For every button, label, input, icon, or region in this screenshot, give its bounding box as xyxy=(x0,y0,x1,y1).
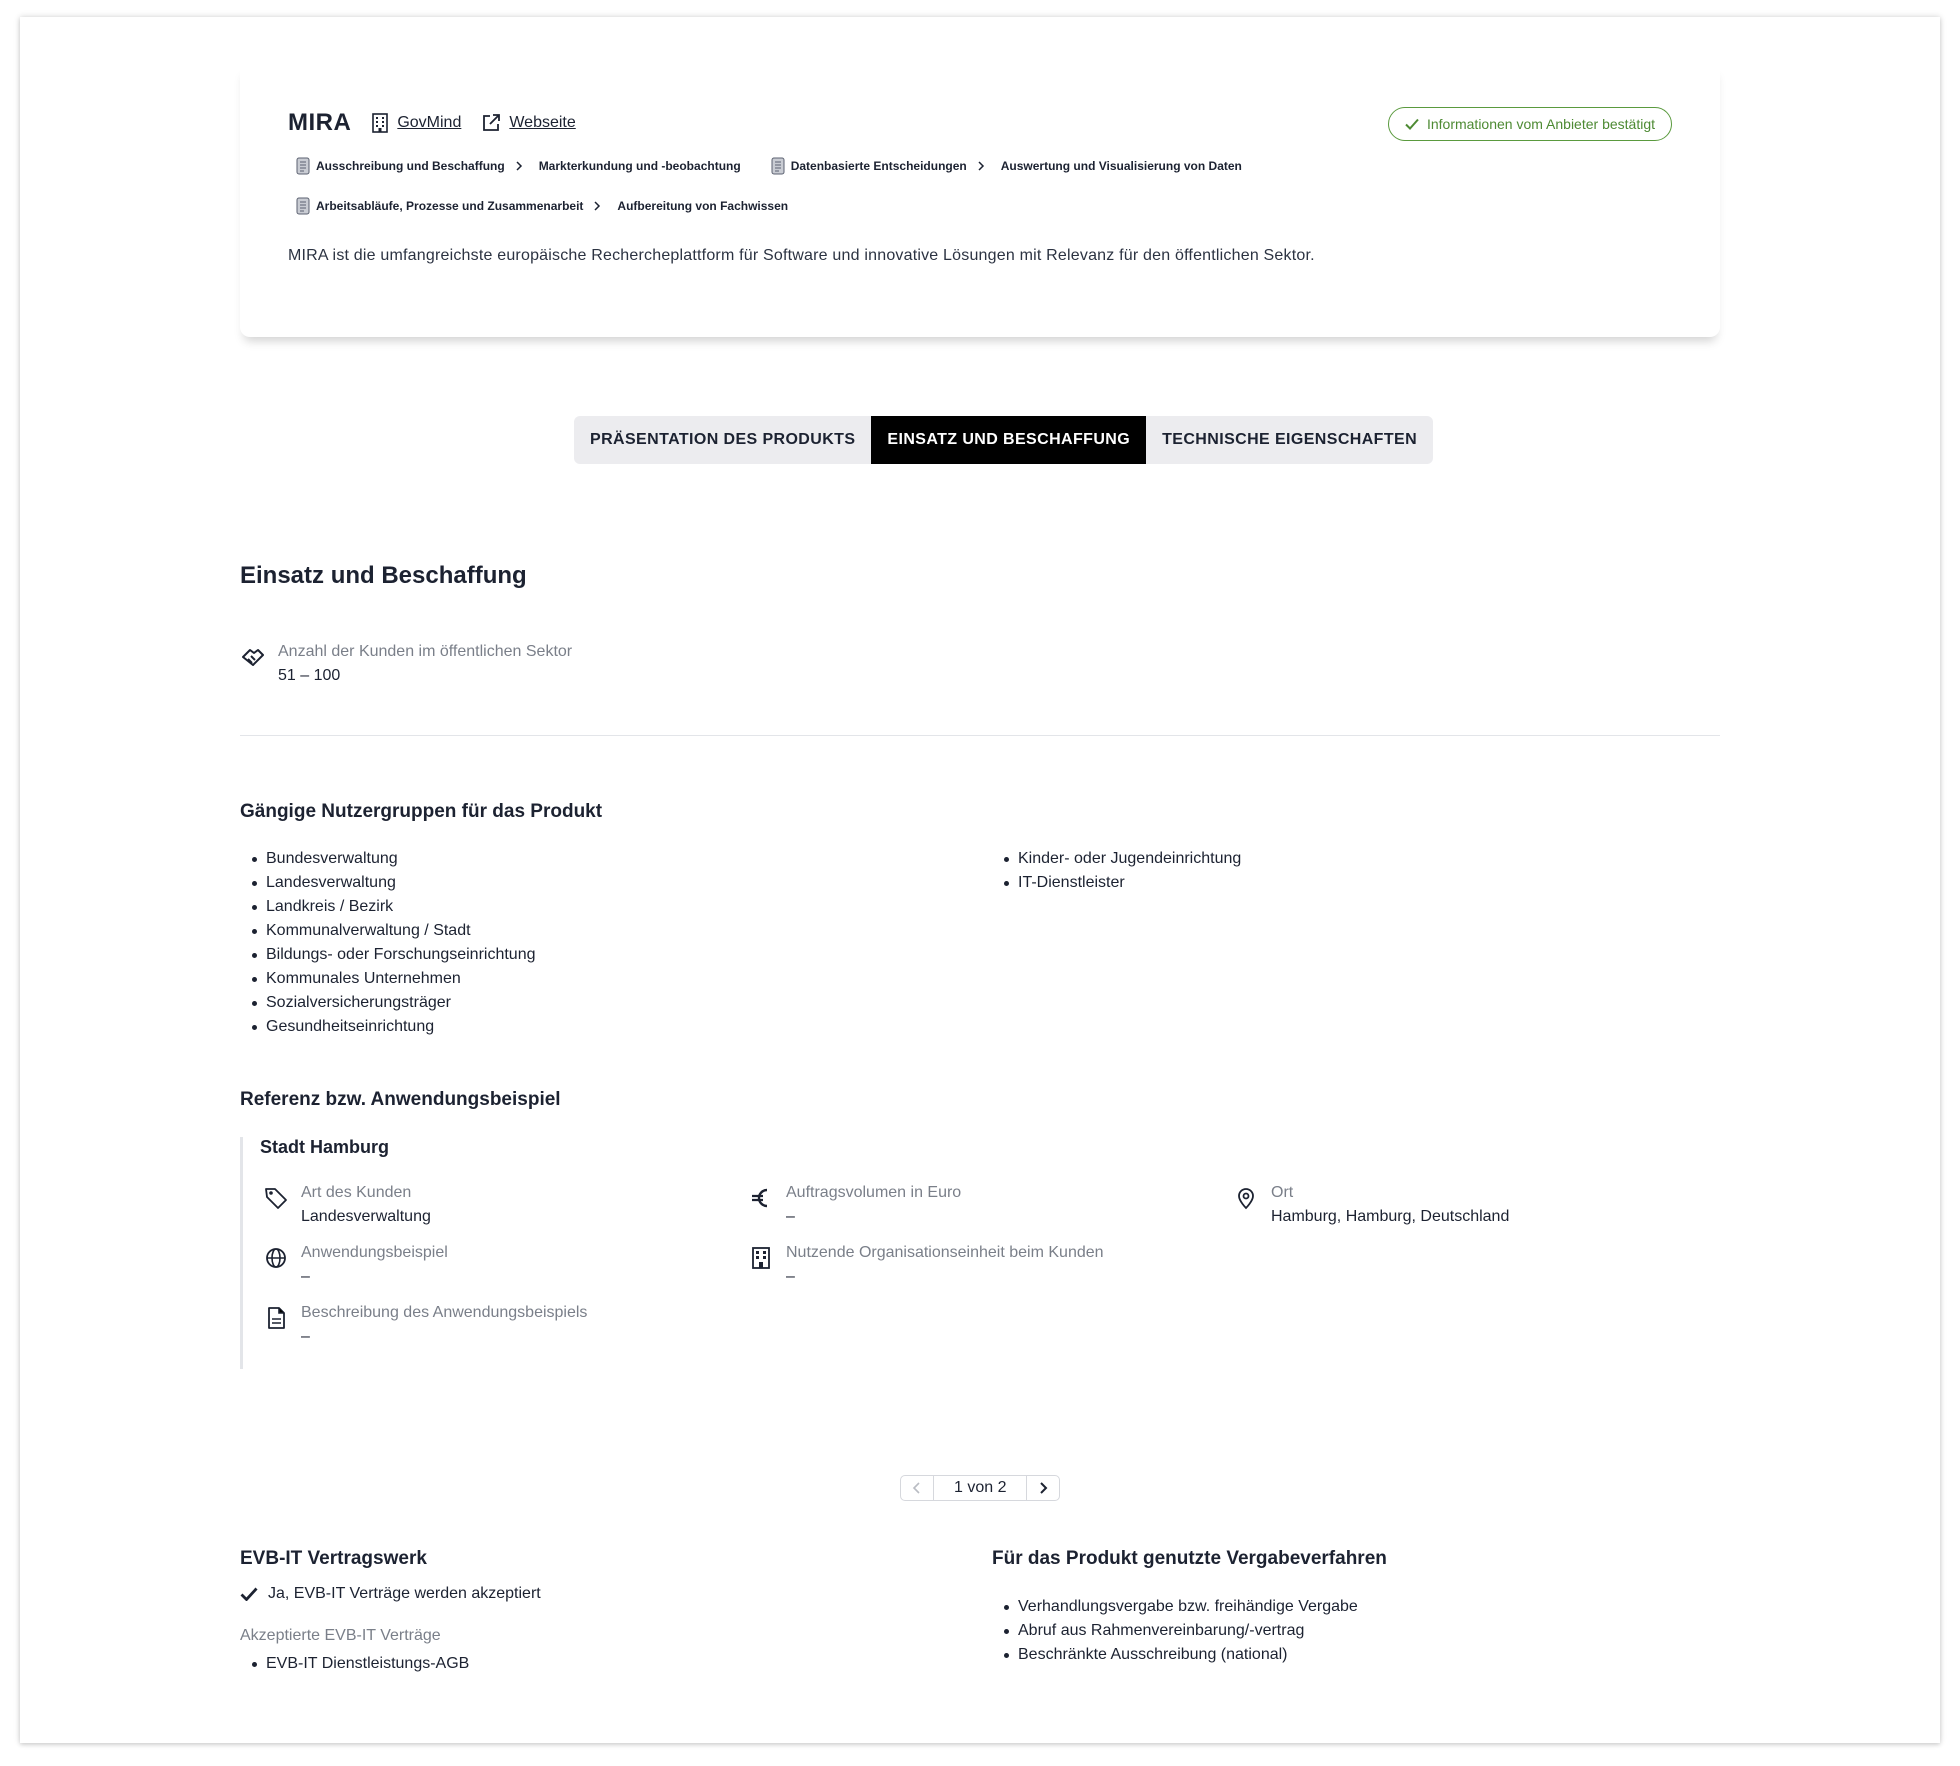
section-title: Einsatz und Beschaffung xyxy=(240,562,527,589)
list-item: Gesundheitseinrichtung xyxy=(240,1015,535,1039)
unit-label: Nutzende Organisationseinheit beim Kunden xyxy=(786,1244,1104,1261)
unit-value: – xyxy=(786,1268,795,1285)
tab-technical[interactable]: TECHNISCHE EIGENSCHAFTEN xyxy=(1162,431,1418,448)
chevron-left-icon xyxy=(912,1481,922,1495)
website-label: Webseite xyxy=(509,114,576,131)
document-icon xyxy=(263,1305,289,1331)
chevron-right-icon xyxy=(977,161,991,171)
reference-name: Stadt Hamburg xyxy=(260,1137,390,1157)
chevron-right-icon xyxy=(1038,1481,1048,1495)
list-item: Landesverwaltung xyxy=(240,871,535,895)
category-icon xyxy=(296,197,310,215)
check-icon xyxy=(1405,118,1419,130)
check-icon xyxy=(240,1587,258,1601)
location-label: Ort xyxy=(1271,1184,1294,1201)
evb-accepted-text: Ja, EVB-IT Verträge werden akzeptiert xyxy=(268,1585,541,1602)
customers-label: Anzahl der Kunden im öffentlichen Sektor xyxy=(278,643,573,660)
user-groups-title: Gängige Nutzergruppen für das Produkt xyxy=(240,801,603,822)
category-item[interactable] xyxy=(296,157,741,175)
list-item: Beschränkte Ausschreibung (national) xyxy=(992,1643,1358,1667)
reference-card xyxy=(240,1137,1720,1369)
list-item: Landkreis / Bezirk xyxy=(240,895,535,919)
website-link[interactable] xyxy=(481,113,575,133)
tab-usage-procurement[interactable]: EINSATZ UND BESCHAFFUNG xyxy=(871,416,1146,464)
pager-next-button[interactable] xyxy=(1027,1476,1059,1500)
customers-count xyxy=(240,640,572,688)
list-item: Kommunalverwaltung / Stadt xyxy=(240,919,535,943)
tab-bar xyxy=(574,416,1433,464)
customer-type-value: Landesverwaltung xyxy=(301,1208,431,1225)
building-icon xyxy=(748,1245,774,1271)
product-name: MIRA xyxy=(288,109,352,136)
category-item[interactable] xyxy=(296,197,788,215)
chevron-right-icon xyxy=(515,161,529,171)
evb-accepted xyxy=(240,1585,541,1603)
divider xyxy=(240,735,1720,736)
product-header-card xyxy=(240,65,1720,337)
tag-icon xyxy=(263,1185,289,1211)
pager-prev-button[interactable] xyxy=(901,1476,933,1500)
reference-description xyxy=(263,1301,587,1349)
pager-status: 1 von 2 xyxy=(933,1476,1027,1500)
euro-icon xyxy=(748,1185,774,1211)
procurement-list xyxy=(992,1595,1358,1667)
desc-label: Beschreibung des Anwendungsbeispiels xyxy=(301,1304,588,1321)
category-row-2 xyxy=(296,197,818,215)
category-icon xyxy=(771,157,785,175)
verified-badge-text: Informationen vom Anbieter bestätigt xyxy=(1426,116,1655,132)
user-groups-list-right xyxy=(992,847,1241,895)
category-icon xyxy=(296,157,310,175)
map-pin-icon xyxy=(1233,1185,1259,1211)
list-item: Sozialversicherungsträger xyxy=(240,991,535,1015)
reference-customer-type xyxy=(263,1181,431,1229)
example-value: – xyxy=(301,1268,310,1285)
product-description: MIRA ist die umfangreichste europäische Rechercheplattform für Software und innovative Lösungen mit Relevanz für den öffentlichen Sektor. xyxy=(288,247,1315,264)
external-link-icon xyxy=(481,113,501,133)
evb-title: EVB-IT Vertragswerk xyxy=(240,1548,427,1569)
page xyxy=(20,17,1940,1743)
volume-label: Auftragsvolumen in Euro xyxy=(786,1184,962,1201)
category-main: Ausschreibung und Beschaffung xyxy=(316,159,505,173)
handshake-icon xyxy=(240,644,266,670)
reference-example xyxy=(263,1241,448,1289)
desc-value: – xyxy=(301,1328,310,1345)
reference-pager xyxy=(900,1475,1060,1501)
reference-volume xyxy=(748,1181,961,1229)
category-main: Arbeitsabläufe, Prozesse und Zusammenarbeit xyxy=(316,199,584,213)
example-label: Anwendungsbeispiel xyxy=(301,1244,448,1261)
evb-accepted-label: Akzeptierte EVB-IT Verträge xyxy=(240,1627,441,1644)
verified-badge xyxy=(1388,107,1672,141)
user-groups-list-left xyxy=(240,847,535,1039)
procurement-title: Für das Produkt genutzte Vergabeverfahren xyxy=(992,1548,1387,1569)
category-sub: Markterkundung und -beobachtung xyxy=(538,159,741,173)
reference-location xyxy=(1233,1181,1509,1229)
chevron-right-icon xyxy=(593,201,607,211)
customer-type-label: Art des Kunden xyxy=(301,1184,412,1201)
volume-value: – xyxy=(786,1208,795,1225)
customers-value: 51 – 100 xyxy=(278,667,341,684)
product-title-row xyxy=(288,109,596,137)
tab-presentation[interactable]: PRÄSENTATION DES PRODUKTS xyxy=(590,431,856,448)
reference-unit xyxy=(748,1241,1104,1289)
building-icon xyxy=(371,113,389,133)
globe-icon xyxy=(263,1245,289,1271)
category-sub: Auswertung und Visualisierung von Daten xyxy=(1000,159,1242,173)
category-main: Datenbasierte Entscheidungen xyxy=(790,159,967,173)
list-item: Bildungs- oder Forschungseinrichtung xyxy=(240,943,535,967)
list-item: Verhandlungsvergabe bzw. freihändige Vergabe xyxy=(992,1595,1358,1619)
evb-contracts-list xyxy=(240,1652,469,1676)
location-value: Hamburg, Hamburg, Deutschland xyxy=(1271,1208,1510,1225)
list-item: Kinder- oder Jugendeinrichtung xyxy=(992,847,1241,871)
list-item: IT-Dienstleister xyxy=(992,871,1241,895)
list-item: Bundesverwaltung xyxy=(240,847,535,871)
reference-title: Referenz bzw. Anwendungsbeispiel xyxy=(240,1089,561,1110)
category-item[interactable] xyxy=(771,157,1242,175)
provider-link[interactable] xyxy=(371,113,461,133)
category-row-1 xyxy=(296,157,1272,175)
provider-name: GovMind xyxy=(397,114,462,131)
list-item: EVB-IT Dienstleistungs-AGB xyxy=(240,1652,469,1676)
list-item: Abruf aus Rahmenvereinbarung/-vertrag xyxy=(992,1619,1358,1643)
category-sub: Aufbereitung von Fachwissen xyxy=(617,199,789,213)
list-item: Kommunales Unternehmen xyxy=(240,967,535,991)
